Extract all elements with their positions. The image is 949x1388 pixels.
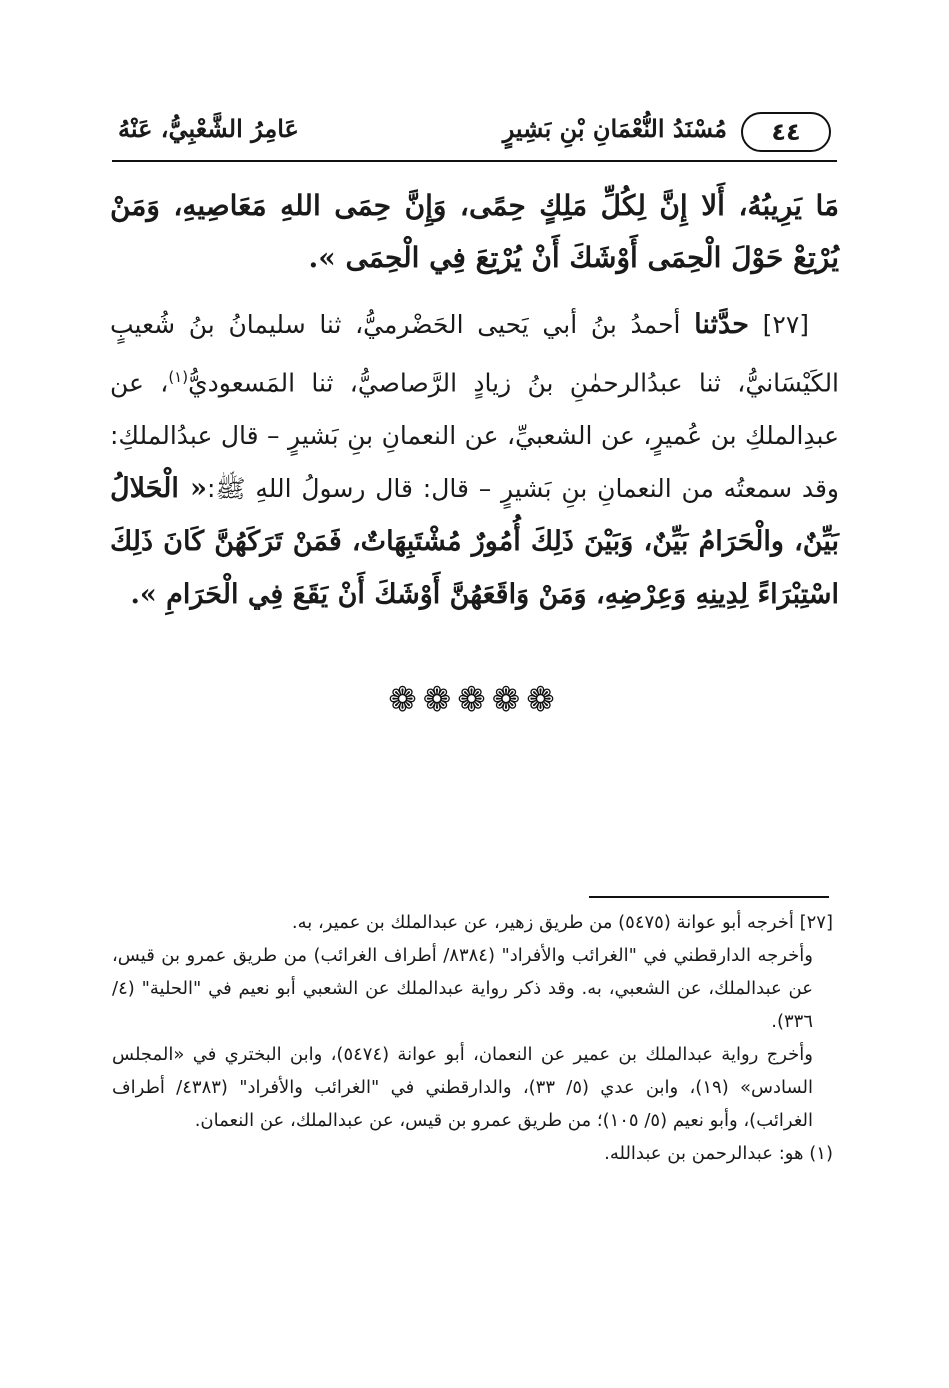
header-divider (112, 160, 837, 162)
footnote-divider (589, 896, 829, 898)
footnote-1: (١) هو: عبدالرحمن بن عبدالله. (604, 1143, 833, 1164)
book-title: مُسْنَدُ النُّعْمَانِ بْنِ بَشِيرٍ (502, 114, 727, 143)
section-divider-ornaments: ❁❁❁❁❁ (388, 680, 561, 720)
footnote-marker[interactable]: (١) (168, 368, 189, 386)
narration-27 (110, 298, 839, 621)
page-number: ٤٤ (771, 118, 801, 146)
footnote-takhrij-3: وأخرج رواية عبدالملك بن عمير عن النعمان، أبو عوانة (٥٤٧٤)، وابن البختري في «المجلس السادس» (١٩)، وابن عدي (٥/ ٣٣)، والدارقطني في "الغرائب والأفراد" (٤٣٨٣/ أطراف الغرائب)، وأبو نعيم (٥/ ١٠٥)؛ من طريق عمرو بن قيس، عن عبدالملك، عن النعمان. (112, 1044, 813, 1131)
narration-lead: حدَّثنا (694, 309, 749, 340)
main-text (110, 180, 839, 621)
isnad-text-continued: ، عن عبدِالملكِ بن عُميرٍ، عن الشعبيِّ، عن النعمانِ بنِ بَشيرٍ – قال عبدُالملكِ: وقد سمعتُه من النعمانِ بنِ بَشيرٍ – قال: قال رسولُ اللهِ ﷺ: (110, 368, 839, 504)
hadith-number: [٢٧] (762, 310, 810, 339)
section-title: عَامِرُ الشَّعْبِيُّ، عَنْهُ (118, 114, 299, 143)
footnote-takhrij-1: [٢٧] أخرجه أبو عوانة (٥٤٧٥) من طريق زهير، عن عبدالملك بن عمير، به. (291, 912, 833, 933)
hadith-continuation: مَا يَرِيبُهُ، أَلا إِنَّ لِكُلِّ مَلِكٍ حِمًى، وَإِنَّ حِمَى اللهِ مَعَاصِيهِ، وَمَنْ يُرْتِعْ حَوْلَ الْحِمَى أَوْشَكَ أَنْ يُرْتِعَ فِي الْحِمَى ». (110, 189, 839, 274)
footnotes (112, 906, 833, 1170)
hadith-matn: « الْحَلالُ بَيِّنٌ، والْحَرَامُ بَيِّنٌ، وَبَيْنَ ذَلِكَ أُمُورٌ مُشْتَبِهَاتٌ، فَمَنْ تَرَكَهُنَّ كَانَ ذَلِكَ اسْتِبْرَاءً لِدِينِهِ وَعِرْضِهِ، وَمَنْ وَاقَعَهُنَّ أَوْشَكَ أَنْ يَقَعَ فِي الْحَرَامِ ». (110, 473, 839, 611)
footnote-takhrij-2: وأخرجه الدارقطني في "الغرائب والأفراد" (٨٣٨٤/ أطراف الغرائب) من طريق عمرو بن قيس، عن عبدالملك، عن الشعبي، به. وقد ذكر رواية عبدالملك عن الشعبي أبو نعيم في "الحلية" (٤/ ٣٣٦). (112, 945, 813, 1032)
page-number-badge (741, 112, 831, 152)
isnad-text: أحمدُ بنُ أبي يَحيى الحَضْرميُّ، ثنا سليمانُ بنُ شُعيبٍ الكَيْسَانيُّ، ثنا عبدُالرحمٰنِ بنُ زيادٍ الرَّصاصيُّ، ثنا المَسعوديُّ (110, 310, 840, 398)
page-header (118, 108, 831, 156)
